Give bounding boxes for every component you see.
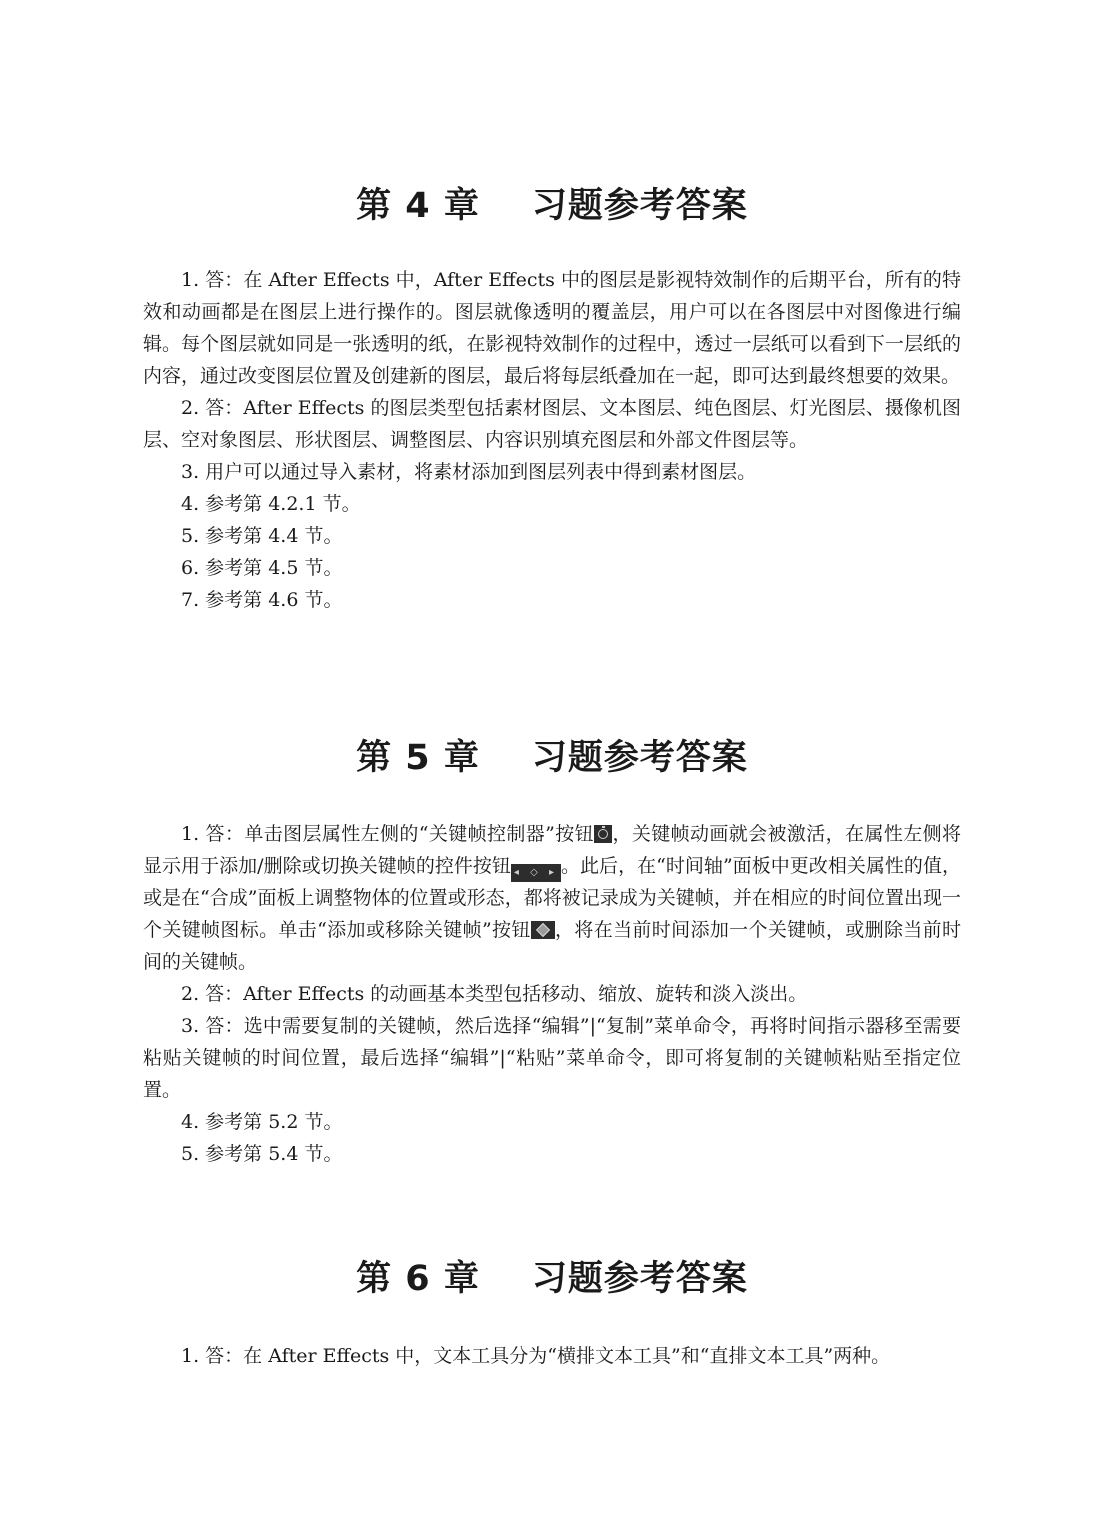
chapter-4-title — [143, 184, 961, 228]
answer-item: 5. 参考第 5.4 节。 — [181, 1143, 343, 1165]
answer-text: ，关键帧动画就会被激活，在属性左侧将显示用于添加/删除或切换关键帧的控件按钮 — [143, 823, 961, 877]
chapter-number: 第 4 章 — [356, 186, 480, 226]
chapter-heading: 习题参考答案 — [531, 1259, 748, 1299]
keyframe-navigator-icon: ◂ ◇ ▸ — [511, 864, 561, 882]
chapter-4-answers — [143, 264, 961, 616]
chapter-5-title — [143, 736, 961, 780]
answer-item: 1. 答：在 After Effects 中，After Effects 中的图层是影视特效制作的后期平台，所有的特效和动画都是在图层上进行操作的。图层就像透明的覆盖层，用户可以在各图层中对图像进行编辑。每个图层就如同是一张透明的纸，在影视特效制作的过程中，透过一层纸可以看到下一层纸的内容，通过改变图层位置及创建新的图层，最后将每层纸叠加在一起，即可达到最终想要的效果。 — [143, 269, 961, 387]
chapter-6-title — [143, 1257, 961, 1301]
stopwatch-icon — [594, 825, 612, 843]
chapter-heading: 习题参考答案 — [531, 186, 748, 226]
answer-text: 1. 答：单击图层属性左侧的“关键帧控制器”按钮 — [181, 823, 595, 845]
chapter-5-answers — [143, 818, 961, 1170]
keyframe-diamond-icon — [531, 921, 555, 939]
answer-item: 4. 参考第 4.2.1 节。 — [181, 493, 361, 515]
chapter-number: 第 6 章 — [356, 1259, 480, 1299]
chapter-number: 第 5 章 — [356, 738, 480, 778]
chapter-heading: 习题参考答案 — [531, 738, 748, 778]
answer-item: 7. 参考第 4.6 节。 — [181, 589, 343, 611]
answer-item: 5. 参考第 4.4 节。 — [181, 525, 343, 547]
answer-item: 2. 答：After Effects 的动画基本类型包括移动、缩放、旋转和淡入淡出。 — [181, 983, 808, 1005]
answer-item: 4. 参考第 5.2 节。 — [181, 1111, 343, 1133]
answer-item: 3. 答：选中需要复制的关键帧，然后选择“编辑”|“复制”菜单命令，再将时间指示器移至需要粘贴关键帧的时间位置，最后选择“编辑”|“粘贴”菜单命令，即可将复制的关键帧粘贴至指定位置。 — [143, 1015, 961, 1101]
answer-item: 1. 答：在 After Effects 中，文本工具分为“横排文本工具”和“直排文本工具”两种。 — [181, 1345, 891, 1367]
answer-item: 2. 答：After Effects 的图层类型包括素材图层、文本图层、纯色图层、灯光图层、摄像机图层、空对象图层、形状图层、调整图层、内容识别填充图层和外部文件图层等。 — [143, 397, 961, 451]
chapter-6-answers — [143, 1340, 961, 1372]
answer-item: 3. 用户可以通过导入素材，将素材添加到图层列表中得到素材图层。 — [181, 461, 757, 483]
answer-item: 6. 参考第 4.5 节。 — [181, 557, 343, 579]
answer-text: 。此后，在“时间轴”面板中更改相关属性的值，或是在“合成”面板上调整物体的位置或形态，都将被记录成为关键帧，并在相应的时间位置出现一个关键帧图标。单击“添加或移除关键帧”按钮 — [143, 855, 961, 941]
answer-text: ，将在当前时间添加一个关键帧，或删除当前时间的关键帧。 — [143, 919, 961, 973]
answer-item — [143, 818, 961, 978]
